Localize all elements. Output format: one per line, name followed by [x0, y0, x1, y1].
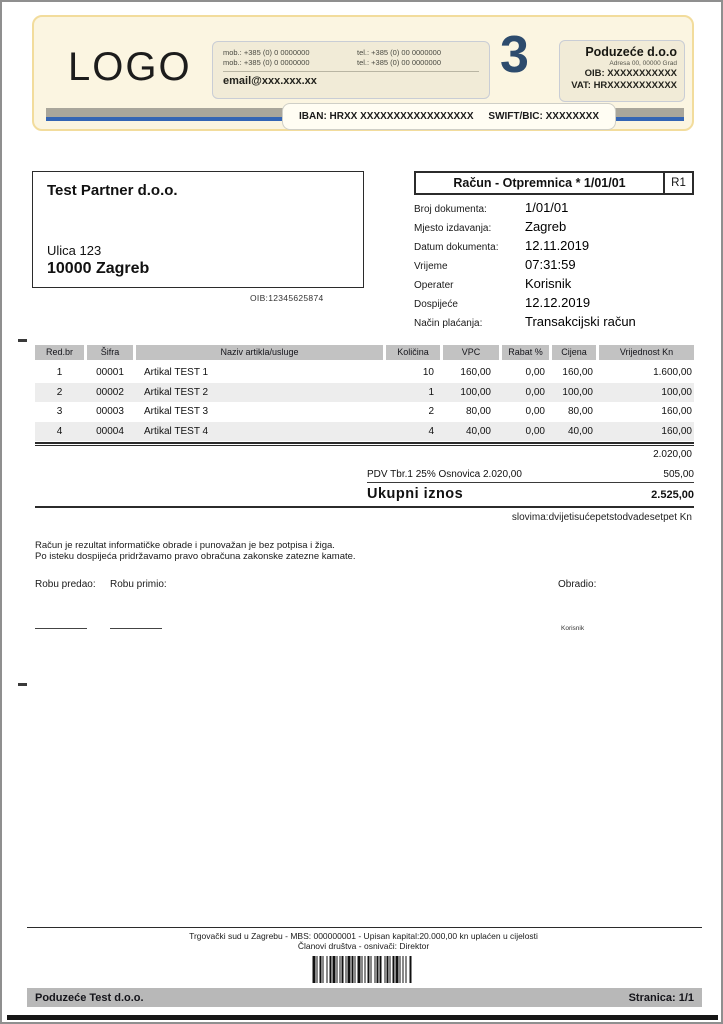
table-cell: 1	[56, 367, 63, 378]
fold-mark	[18, 683, 27, 686]
detail-value: Zagreb	[525, 219, 567, 234]
contact-box	[212, 41, 490, 99]
company-info-box	[559, 40, 685, 102]
table-cell: 00003	[96, 406, 124, 417]
detail-label: Operater	[414, 280, 454, 291]
detail-value: Transakcijski račun	[525, 314, 636, 329]
detail-label: Dospijeće	[414, 299, 458, 310]
table-cell: 100,00	[562, 386, 593, 398]
vat-label: PDV Tbr.1 25% Osnovica 2.020,00	[367, 469, 522, 480]
table-cell: 160,00	[460, 367, 491, 378]
table-cell: 4	[56, 425, 63, 437]
detail-row	[414, 314, 694, 333]
items-table-body	[35, 363, 694, 441]
detail-value: 07:31:59	[525, 257, 576, 272]
detail-row	[414, 219, 694, 238]
r1-badge: R1	[663, 173, 692, 193]
column-header: Vrijednost Kn	[599, 345, 694, 360]
letterhead-panel	[32, 15, 694, 131]
table-cell: 40,00	[465, 425, 491, 437]
phone-line-1: tel.: +385 (0) 00 0000000	[357, 48, 442, 57]
table-cell: 40,00	[567, 425, 593, 437]
table-cell: 160,00	[661, 406, 692, 417]
table-row	[35, 383, 694, 403]
table-row	[35, 402, 694, 422]
table-cell: 2	[56, 386, 63, 398]
table-cell: 0,00	[525, 367, 545, 378]
detail-label: Broj dokumenta:	[414, 204, 487, 215]
document-details	[414, 200, 694, 333]
column-header: VPC	[443, 345, 499, 360]
detail-value: 12.12.2019	[525, 295, 591, 310]
column-header: Šifra	[87, 345, 133, 360]
grand-total-row	[367, 486, 694, 502]
partner-city: 10000 Zagreb	[47, 260, 150, 277]
goods-received-label: Robu primio:	[110, 579, 167, 590]
table-cell: Artikal TEST 1	[144, 367, 209, 378]
legal-note-2: Po isteku dospijeća pridržavamo pravo obračuna zakonske zatezne kamate.	[35, 551, 356, 562]
document-title: Račun - Otpremnica * 1/01/01	[453, 176, 626, 190]
court-registration-line: Trgovački sud u Zagrebu - MBS: 000000001 - Upisan kapital:20.000,00 kn uplaćen u cijelosti	[189, 931, 538, 941]
table-cell: 80,00	[465, 406, 491, 417]
column-header: Red.br	[35, 345, 84, 360]
company-address: Adresa 00, 00000 Grad	[609, 60, 677, 67]
table-cell: 00001	[96, 367, 124, 378]
table-cell: 100,00	[661, 386, 692, 398]
company-vat: VAT: HRXXXXXXXXXXX	[571, 80, 677, 91]
detail-label: Vrijeme	[414, 261, 448, 272]
company-logo: LOGO	[68, 45, 192, 89]
detail-value: 1/01/01	[525, 200, 569, 215]
table-cell: 0,00	[525, 406, 545, 417]
goods-issued-label: Robu predao:	[35, 579, 96, 590]
contact-divider	[223, 71, 479, 72]
table-row	[35, 422, 694, 442]
legal-note-1: Račun je rezultat informatičke obrade i punovažan je bez potpisa i žiga.	[35, 540, 335, 551]
column-header: Cijena	[552, 345, 596, 360]
mobile-line-1: mob.: +385 (0) 0 0000000	[223, 48, 310, 57]
table-cell: Artikal TEST 4	[144, 425, 209, 437]
table-cell: 100,00	[460, 386, 491, 398]
table-cell: 4	[428, 425, 434, 437]
table-end-double-line	[35, 442, 694, 446]
email-address: email@xxx.xxx.xx	[223, 75, 317, 87]
spacer	[47, 199, 349, 242]
table-cell: 00004	[96, 425, 124, 437]
grand-total-label: Ukupni iznos	[367, 486, 464, 502]
contact-grid	[223, 48, 479, 68]
table-cell: 2	[428, 406, 434, 417]
phone-line-2: tel.: +385 (0) 00 0000000	[357, 58, 442, 67]
detail-row	[414, 200, 694, 219]
partner-oib: OIB:12345625874	[250, 293, 324, 303]
footer-bar	[27, 988, 702, 1007]
table-cell: 00002	[96, 386, 124, 398]
detail-label: Mjesto izdavanja:	[414, 223, 492, 234]
company-name: Poduzeće d.o.o	[585, 45, 677, 59]
table-row	[35, 363, 694, 383]
table-cell: 3	[56, 406, 63, 417]
total-bottom-line	[35, 506, 694, 508]
barcode	[312, 956, 411, 983]
iban-value: IBAN: HRXX XXXXXXXXXXXXXXXXX	[299, 111, 474, 122]
items-table-header	[35, 345, 694, 360]
vat-row	[367, 469, 694, 480]
company-oib: OIB: XXXXXXXXXXX	[584, 68, 677, 79]
table-cell: 160,00	[661, 425, 692, 437]
detail-value: Korisnik	[525, 276, 572, 291]
column-header: Naziv artikla/usluge	[136, 345, 383, 360]
detail-row	[414, 238, 694, 257]
detail-label: Način plaćanja:	[414, 318, 483, 329]
table-cell: 80,00	[567, 406, 593, 417]
table-cell: 10	[422, 367, 434, 378]
copy-number: 3	[500, 26, 529, 84]
signature-line	[35, 628, 87, 629]
processed-by-name: Korisnik	[561, 625, 585, 632]
detail-value: 12.11.2019	[525, 238, 590, 253]
column-header: Rabat %	[502, 345, 549, 360]
swift-value: SWIFT/BIC: XXXXXXXX	[488, 111, 599, 122]
footer-separator-line	[27, 927, 702, 928]
detail-row	[414, 257, 694, 276]
signature-line	[110, 628, 162, 629]
table-cell: 160,00	[562, 367, 593, 378]
fold-mark	[18, 339, 27, 342]
bank-info-pill	[282, 103, 616, 130]
table-cell: 1.600,00	[653, 367, 692, 378]
table-cell: 0,00	[525, 425, 545, 437]
vat-underline	[367, 482, 694, 483]
partner-name: Test Partner d.o.o.	[47, 182, 178, 199]
detail-label: Datum dokumenta:	[414, 242, 499, 253]
company-members-line: Članovi društva - osnivači: Direktor	[297, 941, 430, 951]
mobile-column	[223, 48, 357, 68]
amount-in-words: slovima:dvijetisućepetstodvadesetpet Kn	[511, 512, 692, 523]
detail-row	[414, 295, 694, 314]
document-title-box	[414, 171, 694, 195]
page-bottom-edge	[7, 1015, 718, 1020]
partner-address-box	[32, 171, 364, 288]
grand-total-value: 2.525,00	[651, 489, 694, 501]
subtotal-value: 2.020,00	[653, 449, 692, 460]
page-indicator: Stranica: 1/1	[628, 991, 694, 1004]
table-cell: Artikal TEST 2	[144, 386, 209, 398]
detail-row	[414, 276, 694, 295]
mobile-line-2: mob.: +385 (0) 0 0000000	[223, 58, 310, 67]
partner-street: Ulica 123	[47, 243, 102, 258]
column-header: Količina	[386, 345, 440, 360]
vat-value: 505,00	[663, 469, 694, 480]
footer-company-name: Poduzeće Test d.o.o.	[35, 991, 144, 1004]
table-cell: Artikal TEST 3	[144, 406, 209, 417]
table-cell: 0,00	[525, 386, 545, 398]
table-cell: 1	[428, 386, 434, 398]
phone-column	[357, 48, 479, 68]
items-table	[35, 345, 694, 441]
processed-by-label: Obradio:	[558, 579, 597, 590]
